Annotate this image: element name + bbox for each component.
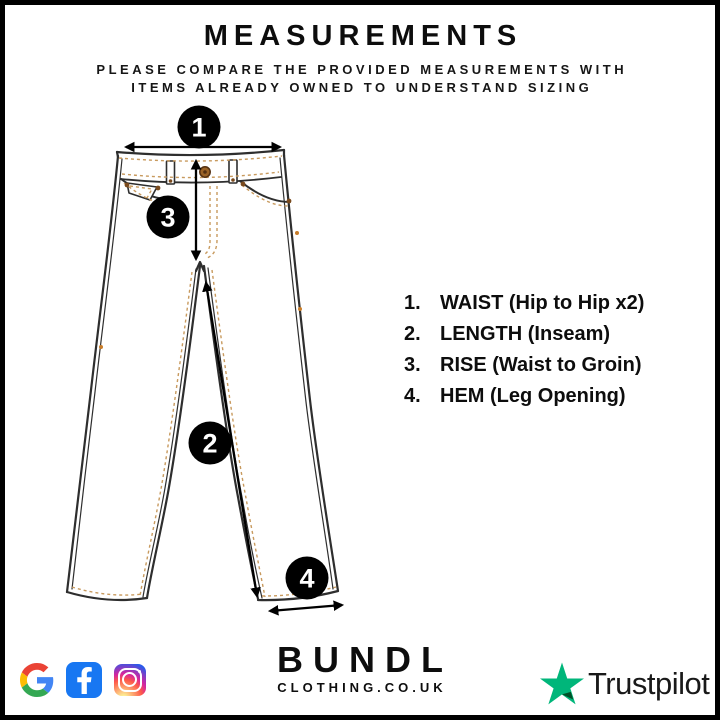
- trustpilot-logo[interactable]: [540, 662, 709, 705]
- legend-item-label: WAIST (Hip to Hip x2): [440, 292, 645, 314]
- trustpilot-star-icon: [540, 662, 584, 705]
- measurement-legend: [404, 288, 644, 412]
- marker-circle-4: [286, 557, 329, 600]
- google-icon[interactable]: [20, 663, 54, 697]
- trustpilot-wordmark: Trustpilot: [588, 665, 710, 701]
- svg-text:1: 1: [191, 112, 207, 143]
- subtitle-line-1: PLEASE COMPARE THE PROVIDED MEASUREMENTS WITH: [96, 62, 628, 77]
- legend-item-number: 2.: [404, 323, 421, 345]
- svg-text:4: 4: [299, 563, 315, 594]
- legend-item-rise: [404, 350, 644, 381]
- legend-item-label: RISE (Waist to Groin): [440, 354, 642, 376]
- subtitle-line-2: ITEMS ALREADY OWNED TO UNDERSTAND SIZING: [131, 80, 593, 95]
- brand-domain: CLOTHING.CO.UK: [277, 680, 447, 695]
- facebook-icon[interactable]: [66, 662, 102, 698]
- jeans-outline-drawing: [67, 150, 338, 600]
- page-title: MEASUREMENTS: [203, 20, 523, 52]
- marker-circle-3: [147, 196, 190, 239]
- legend-item-number: 1.: [404, 292, 421, 314]
- header: [0, 20, 720, 97]
- marker-circle-2: [189, 422, 232, 465]
- brand-logo: [240, 641, 480, 695]
- legend-item-label: LENGTH (Inseam): [440, 323, 611, 345]
- page-subtitle: [0, 61, 720, 97]
- instagram-camera-flash-dot: [138, 670, 141, 673]
- legend-item-number: 3.: [404, 354, 421, 376]
- legend-item-length: [404, 319, 644, 350]
- brand-name: BUNDL: [277, 639, 453, 680]
- svg-text:3: 3: [160, 202, 176, 233]
- legend-item-hem: [404, 381, 644, 412]
- legend-item-waist: [404, 288, 644, 319]
- legend-item-number: 4.: [404, 385, 421, 407]
- marker-circle-1: [178, 106, 221, 149]
- instagram-icon[interactable]: [114, 664, 146, 696]
- hem-measure-arrow: [270, 605, 342, 611]
- svg-text:2: 2: [202, 428, 218, 459]
- social-icons: [20, 662, 146, 698]
- legend-item-label: HEM (Leg Opening): [440, 385, 626, 407]
- jeans-rivets-and-button: [99, 167, 302, 349]
